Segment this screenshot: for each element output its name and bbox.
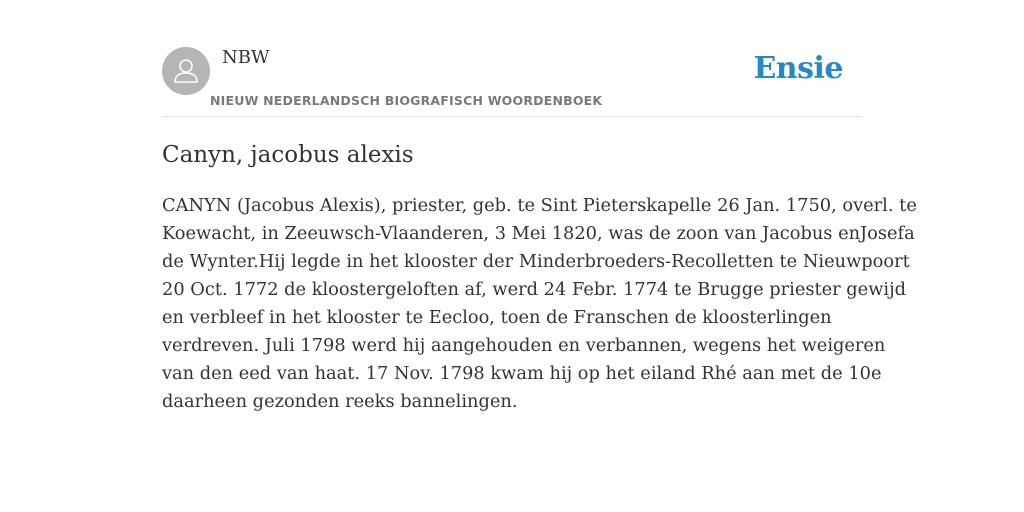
body-line: daarheen gezonden reeks bannelingen. xyxy=(162,391,518,412)
body-line: CANYN (Jacobus Alexis), priester, geb. te Sint Pieterskapelle 26 Jan. 1750, overl. te xyxy=(162,195,917,216)
body-line: Koewacht, in Zeeuwsch-Vlaanderen, 3 Mei 1820, was de zoon van Jacobus enJosefa xyxy=(162,223,915,244)
body-line: van den eed van haat. 17 Nov. 1798 kwam hij op het eiland Rhé aan met de 10e xyxy=(162,363,882,384)
source-full-name[interactable]: NIEUW NEDERLANDSCH BIOGRAFISCH WOORDENBOEK xyxy=(210,93,603,108)
body-line: 20 Oct. 1772 de kloostergeloften af, werd 24 Febr. 1774 te Brugge priester gewijd xyxy=(162,279,906,300)
user-icon xyxy=(162,47,210,95)
source-header xyxy=(162,0,862,117)
body-line: en verbleef in het klooster te Eecloo, toen de Franschen de kloosterlingen xyxy=(162,307,832,328)
source-abbreviation[interactable]: NBW xyxy=(222,47,270,68)
entry-body xyxy=(162,192,917,416)
body-line: de Wynter.Hij legde in het klooster der Minderbroeders-Recolletten te Nieuwpoort xyxy=(162,251,910,272)
entry-title: Canyn, jacobus alexis xyxy=(162,142,414,168)
entry-card xyxy=(162,0,917,512)
brand-logo[interactable]: Ensie xyxy=(753,51,843,86)
body-line: verdreven. Juli 1798 werd hij aangehouden en verbannen, wegens het weigeren xyxy=(162,335,886,356)
